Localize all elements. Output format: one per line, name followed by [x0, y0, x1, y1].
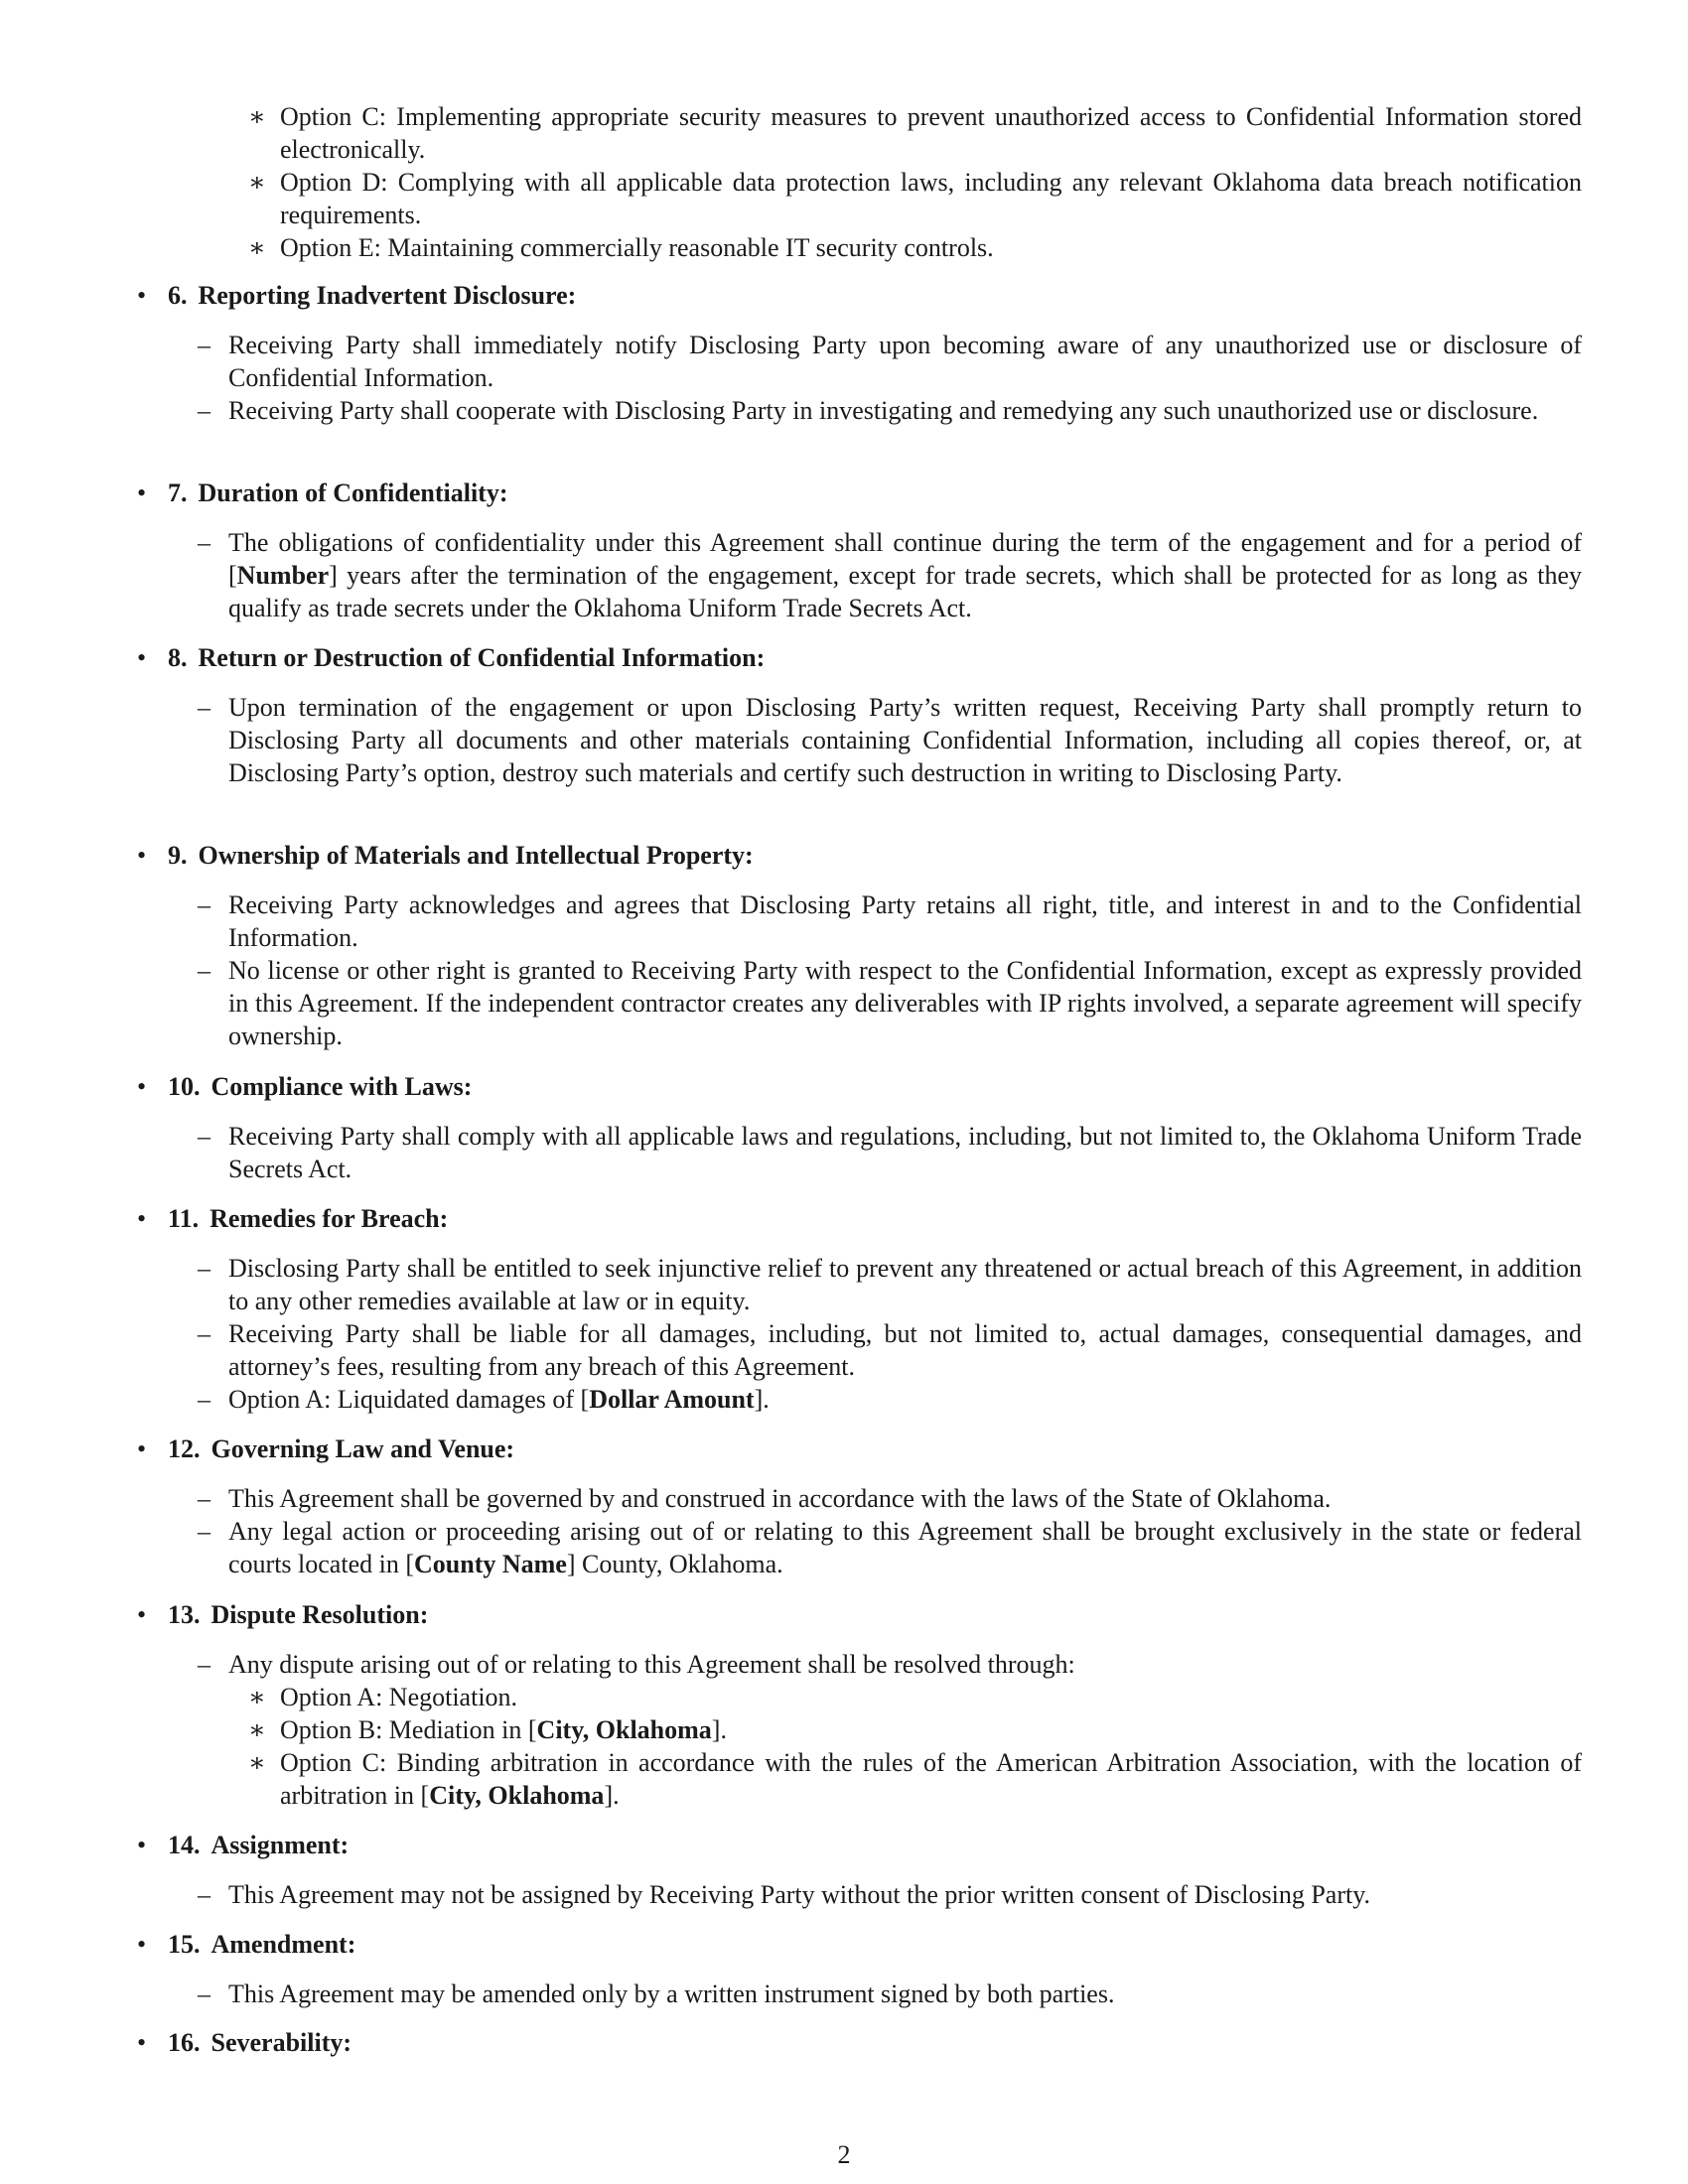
placeholder-field: Dollar Amount [589, 1385, 755, 1414]
section-heading: • 11. Remedies for Breach: [137, 1204, 449, 1233]
section-6 [137, 279, 1582, 427]
section-heading: • 15. Amendment: [137, 1930, 356, 1959]
dash-marker: – [198, 693, 211, 722]
bullet-marker: • [137, 1072, 147, 1101]
asterisk-marker: ∗ [248, 1683, 266, 1711]
dash-marker: – [198, 1385, 211, 1414]
list-item: – No license or other right is granted to Receiving Party with respect to the Confidential Information, except as expressly provided in this Agreement. If the independent contractor creates any deliverables with IP rights involved, a separate agreement will specify ownership. [198, 956, 1582, 1050]
asterisk-marker: ∗ [248, 102, 266, 131]
section-heading: • 8. Return or Destruction of Confidential Information: [137, 643, 766, 672]
list-item: – Option A: Liquidated damages of [Dollar Amount]. [198, 1385, 770, 1414]
dash-marker: – [198, 1880, 211, 1909]
bullet-marker: • [137, 1600, 147, 1629]
bullet-marker: • [137, 1434, 147, 1463]
list-item: – Receiving Party shall be liable for all damages, including, but not limited to, actual damages, consequential damages, and attorney’s fees, resulting from any breach of this Agreement. [198, 1319, 1582, 1381]
list-item: – Any dispute arising out of or relating to this Agreement shall be resolved through: [198, 1650, 1075, 1679]
asterisk-marker: ∗ [248, 233, 266, 262]
bullet-marker: • [137, 2028, 147, 2057]
dash-marker: – [198, 1484, 211, 1513]
list-item: – Disclosing Party shall be entitled to seek injunctive relief to prevent any threatened or actual breach of this Agreement, in addition to any other remedies available at law or in equity. [198, 1254, 1582, 1315]
list-item: – Any legal action or proceeding arising out of or relating to this Agreement shall be brought exclusively in the state or federal courts located in [County Name] County, Oklahoma. [198, 1517, 1582, 1578]
section-14 [137, 1829, 1582, 1911]
dash-marker: – [198, 331, 211, 359]
list-item: ∗ Option E: Maintaining commercially reasonable IT security controls. [248, 233, 994, 262]
placeholder-field: Number [236, 561, 330, 590]
section-heading: • 9. Ownership of Materials and Intellectual Property: [137, 841, 754, 870]
dash-marker: – [198, 1517, 211, 1546]
list-item: ∗ Option A: Negotiation. [248, 1683, 518, 1711]
dash-marker: – [198, 1979, 211, 2008]
list-item: – This Agreement may not be assigned by Receiving Party without the prior written consent of Disclosing Party. [198, 1880, 1371, 1909]
section-heading: • 13. Dispute Resolution: [137, 1600, 429, 1629]
section-heading: • 12. Governing Law and Venue: [137, 1434, 515, 1463]
list-item: ∗ Option C: Implementing appropriate security measures to prevent unauthorized access to Confidential Information stored electronically. [248, 102, 1582, 164]
section-heading: • 7. Duration of Confidentiality: [137, 478, 508, 507]
placeholder-field: County Name [414, 1550, 567, 1578]
bullet-marker: • [137, 841, 147, 870]
bullet-marker: • [137, 1930, 147, 1959]
page-number: 2 [837, 2140, 851, 2169]
continued-options-list [248, 100, 1582, 264]
asterisk-marker: ∗ [248, 168, 266, 197]
dash-marker: – [198, 528, 211, 557]
list-item: ∗ Option C: Binding arbitration in accordance with the rules of the American Arbitration Association, with the location of arbitration in [City, Oklahoma]. [248, 1748, 1582, 1810]
section-13 [137, 1598, 1582, 1812]
section-8 [137, 641, 1582, 789]
list-item: – This Agreement shall be governed by and construed in accordance with the laws of the State of Oklahoma. [198, 1484, 1332, 1513]
section-12 [137, 1433, 1582, 1580]
dash-marker: – [198, 396, 211, 425]
dash-marker: – [198, 890, 211, 919]
bullet-marker: • [137, 281, 147, 310]
bullet-marker: • [137, 643, 147, 672]
dash-marker: – [198, 1122, 211, 1151]
section-7 [137, 477, 1582, 624]
list-item: – Receiving Party shall cooperate with Disclosing Party in investigating and remedying any such unauthorized use or disclosure. [198, 396, 1539, 425]
bullet-marker: • [137, 1204, 147, 1233]
asterisk-marker: ∗ [248, 1715, 266, 1744]
section-11 [137, 1202, 1582, 1416]
section-heading: • 14. Assignment: [137, 1831, 350, 1859]
section-15 [137, 1928, 1582, 2010]
asterisk-marker: ∗ [248, 1748, 266, 1777]
placeholder-field: City, Oklahoma [429, 1781, 605, 1810]
list-item: – Receiving Party shall immediately notify Disclosing Party upon becoming aware of any unauthorized use or disclosure of Confidential Information. [198, 331, 1582, 392]
section-heading: • 6. Reporting Inadvertent Disclosure: [137, 281, 577, 310]
section-9 [137, 839, 1582, 1052]
list-item: – Receiving Party acknowledges and agrees that Disclosing Party retains all right, title, and interest in and to the Confidential Information. [198, 890, 1582, 952]
placeholder-field: City, Oklahoma [536, 1715, 712, 1744]
list-item: – The obligations of confidentiality under this Agreement shall continue during the term of the engagement and for a period of [Number] years after the termination of the engagement, except for trade secrets, which shall be protected for as long as they qualify as trade secrets under the Oklahoma Uniform Trade Secrets Act. [198, 528, 1582, 622]
list-item: – Upon termination of the engagement or upon Disclosing Party’s written request, Receiving Party shall promptly return to Disclosing Party all documents and other materials containing Confidential Information, including all copies thereof, or, at Disclosing Party’s option, destroy such materials and certify such destruction in writing to Disclosing Party. [198, 693, 1582, 787]
list-item: ∗ Option B: Mediation in [City, Oklahoma]. [248, 1715, 727, 1744]
bullet-marker: • [137, 1831, 147, 1859]
dash-marker: – [198, 1254, 211, 1283]
section-10 [137, 1070, 1582, 1185]
dash-marker: – [198, 1650, 211, 1679]
bullet-marker: • [137, 478, 147, 507]
dash-marker: – [198, 956, 211, 985]
section-heading: • 16. Severability: [137, 2028, 352, 2057]
section-heading: • 10. Compliance with Laws: [137, 1072, 473, 1101]
list-item: – Receiving Party shall comply with all applicable laws and regulations, including, but not limited to, the Oklahoma Uniform Trade Secrets Act. [198, 1122, 1582, 1183]
list-item: – This Agreement may be amended only by a written instrument signed by both parties. [198, 1979, 1115, 2008]
section-16 [137, 2026, 1582, 2076]
list-item: ∗ Option D: Complying with all applicable data protection laws, including any relevant Oklahoma data breach notification requirements. [248, 168, 1582, 229]
dash-marker: – [198, 1319, 211, 1348]
